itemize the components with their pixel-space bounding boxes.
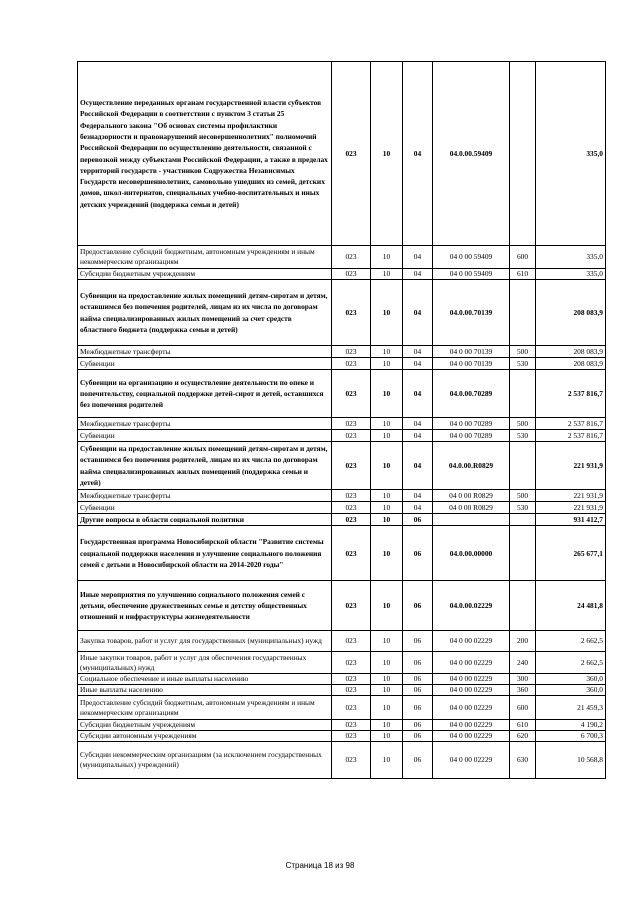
cell-expense-type: 610 xyxy=(510,720,536,731)
cell-subsection: 04 xyxy=(403,280,433,346)
cell-amount: 265 677,1 xyxy=(536,526,606,581)
cell-grbs: 023 xyxy=(332,490,371,502)
cell-grbs: 023 xyxy=(332,269,371,280)
cell-description: Предоставление субсидий бюджетным, автономным учреждениям и иным некоммерческим организациям xyxy=(78,696,332,720)
cell-grbs: 023 xyxy=(332,370,371,418)
cell-amount: 24 481,8 xyxy=(536,581,606,631)
cell-section: 10 xyxy=(371,502,403,514)
cell-section: 10 xyxy=(371,370,403,418)
cell-target-article: 04 0 00 70289 xyxy=(433,418,510,430)
cell-expense-type: 300 xyxy=(510,674,536,685)
cell-amount: 208 083,9 xyxy=(536,346,606,358)
cell-target-article: 04.0.00.70139 xyxy=(433,280,510,346)
cell-grbs: 023 xyxy=(332,418,371,430)
cell-expense-type: 530 xyxy=(510,430,536,442)
cell-amount: 2 537 816,7 xyxy=(536,430,606,442)
cell-section: 10 xyxy=(371,62,403,246)
budget-table xyxy=(77,61,606,779)
cell-section: 10 xyxy=(371,246,403,269)
cell-target-article: 04 0 00 70139 xyxy=(433,346,510,358)
table-row xyxy=(78,526,606,581)
cell-expense-type xyxy=(510,62,536,246)
cell-subsection: 06 xyxy=(403,696,433,720)
cell-description: Субсидии автономным учреждениям xyxy=(78,731,332,742)
cell-description: Другие вопросы в области социальной политики xyxy=(78,514,332,526)
table-row xyxy=(78,514,606,526)
cell-subsection: 06 xyxy=(403,514,433,526)
cell-grbs: 023 xyxy=(332,502,371,514)
cell-description: Социальное обеспечение и иные выплаты населению xyxy=(78,674,332,685)
table-row xyxy=(78,346,606,358)
cell-amount: 221 931,9 xyxy=(536,502,606,514)
table-row xyxy=(78,685,606,696)
cell-expense-type: 600 xyxy=(510,246,536,269)
cell-description: Субсидии бюджетным учреждениям xyxy=(78,720,332,731)
cell-amount: 335,0 xyxy=(536,269,606,280)
cell-target-article: 04 0 00 R0829 xyxy=(433,502,510,514)
cell-expense-type: 240 xyxy=(510,652,536,674)
cell-section: 10 xyxy=(371,490,403,502)
cell-expense-type xyxy=(510,514,536,526)
table-row xyxy=(78,370,606,418)
cell-section: 10 xyxy=(371,674,403,685)
cell-target-article: 04.0.00.R0829 xyxy=(433,442,510,490)
cell-expense-type xyxy=(510,370,536,418)
cell-subsection: 06 xyxy=(403,581,433,631)
cell-description: Субвенции xyxy=(78,430,332,442)
cell-grbs: 023 xyxy=(332,62,371,246)
cell-description: Государственная программа Новосибирской области "Развитие системы социальной поддержки населения и улучшение социального положения семей с детьми в Новосибирской области на 2014-2020 годы" xyxy=(78,526,332,581)
cell-target-article: 04 0 00 59409 xyxy=(433,269,510,280)
cell-grbs: 023 xyxy=(332,631,371,652)
table-row xyxy=(78,731,606,742)
cell-section: 10 xyxy=(371,581,403,631)
table-row xyxy=(78,246,606,269)
cell-target-article: 04 0 00 02229 xyxy=(433,674,510,685)
table-row xyxy=(78,652,606,674)
cell-amount: 2 537 816,7 xyxy=(536,370,606,418)
cell-section: 10 xyxy=(371,346,403,358)
cell-expense-type xyxy=(510,280,536,346)
cell-target-article: 04.0.00.70289 xyxy=(433,370,510,418)
cell-amount: 360,0 xyxy=(536,674,606,685)
cell-description: Субсидии бюджетным учреждениям xyxy=(78,269,332,280)
cell-amount: 221 931,9 xyxy=(536,442,606,490)
cell-section: 10 xyxy=(371,269,403,280)
cell-subsection: 06 xyxy=(403,720,433,731)
cell-subsection: 04 xyxy=(403,418,433,430)
cell-expense-type: 530 xyxy=(510,358,536,370)
cell-subsection: 06 xyxy=(403,674,433,685)
cell-target-article: 04 0 00 02229 xyxy=(433,652,510,674)
cell-expense-type: 620 xyxy=(510,731,536,742)
cell-grbs: 023 xyxy=(332,581,371,631)
cell-section: 10 xyxy=(371,526,403,581)
cell-expense-type: 500 xyxy=(510,346,536,358)
table-row xyxy=(78,280,606,346)
page-footer: Страница 18 из 98 xyxy=(285,861,355,870)
cell-subsection: 06 xyxy=(403,685,433,696)
cell-description: Осуществление переданных органам государственной власти субъектов Российской Федерации в соответствии с пунктом 3 статьи 25 Федерального закона "Об основах системы профилактики безнадзорности и правонарушений несовершеннолетних" полномочий Российской Федерации по осуществлению деятельности, связанной с перевозкой между субъектами Российской Федерации, а также в пределах территорий государств - участников Содружества Независимых Государств несовершеннолетних, самовольно ушедших из семей, детских домов, школ-интернатов, специальных учебно-воспитательных и иных детских учреждений (поддержка семьи и детей) xyxy=(78,62,332,246)
cell-target-article xyxy=(433,514,510,526)
cell-amount: 2 662,5 xyxy=(536,631,606,652)
cell-section: 10 xyxy=(371,280,403,346)
cell-amount: 335,0 xyxy=(536,246,606,269)
cell-description: Межбюджетные трансферты xyxy=(78,490,332,502)
cell-grbs: 023 xyxy=(332,514,371,526)
cell-subsection: 04 xyxy=(403,358,433,370)
table-row xyxy=(78,490,606,502)
cell-grbs: 023 xyxy=(332,442,371,490)
cell-subsection: 04 xyxy=(403,370,433,418)
cell-target-article: 04.0.00.59409 xyxy=(433,62,510,246)
cell-amount: 10 568,8 xyxy=(536,742,606,779)
cell-description: Субвенции на организацию и осуществление деятельности по опеке и попечительству, социальной поддержке детей-сирот и детей, оставшихся без попечения родителей xyxy=(78,370,332,418)
cell-subsection: 04 xyxy=(403,430,433,442)
cell-target-article: 04 0 00 02229 xyxy=(433,631,510,652)
cell-subsection: 04 xyxy=(403,442,433,490)
cell-expense-type: 630 xyxy=(510,742,536,779)
cell-grbs: 023 xyxy=(332,731,371,742)
cell-subsection: 06 xyxy=(403,742,433,779)
cell-section: 10 xyxy=(371,696,403,720)
cell-expense-type: 530 xyxy=(510,502,536,514)
table-row xyxy=(78,631,606,652)
cell-amount: 931 412,7 xyxy=(536,514,606,526)
cell-target-article: 04 0 00 R0829 xyxy=(433,490,510,502)
cell-expense-type xyxy=(510,526,536,581)
cell-section: 10 xyxy=(371,731,403,742)
table-row xyxy=(78,358,606,370)
table-row xyxy=(78,581,606,631)
cell-description: Предоставление субсидий бюджетным, автономным учреждениям и иным некоммерческим организациям xyxy=(78,246,332,269)
cell-target-article: 04 0 00 02229 xyxy=(433,731,510,742)
cell-description: Субвенции xyxy=(78,502,332,514)
table-row xyxy=(78,418,606,430)
cell-grbs: 023 xyxy=(332,358,371,370)
cell-subsection: 06 xyxy=(403,652,433,674)
cell-target-article: 04 0 00 02229 xyxy=(433,685,510,696)
cell-target-article: 04 0 00 70289 xyxy=(433,430,510,442)
cell-grbs: 023 xyxy=(332,430,371,442)
cell-target-article: 04 0 00 59409 xyxy=(433,246,510,269)
cell-amount: 2 662,5 xyxy=(536,652,606,674)
cell-section: 10 xyxy=(371,514,403,526)
cell-grbs: 023 xyxy=(332,674,371,685)
cell-grbs: 023 xyxy=(332,346,371,358)
cell-section: 10 xyxy=(371,358,403,370)
cell-description: Иные закупки товаров, работ и услуг для обеспечения государственных (муниципальных) нужд xyxy=(78,652,332,674)
cell-grbs: 023 xyxy=(332,280,371,346)
cell-description: Межбюджетные трансферты xyxy=(78,418,332,430)
table-row xyxy=(78,269,606,280)
cell-target-article: 04 0 00 02229 xyxy=(433,742,510,779)
cell-amount: 360,0 xyxy=(536,685,606,696)
cell-expense-type: 500 xyxy=(510,490,536,502)
cell-target-article: 04 0 00 02229 xyxy=(433,696,510,720)
cell-description: Субвенции на предоставление жилых помещений детям-сиротам и детям, оставшимся без попечения родителей, лицам из их числа по договорам найма специализированных жилых помещений за счет средств областного бюджета (поддержка семьи и детей) xyxy=(78,280,332,346)
table-row xyxy=(78,674,606,685)
cell-description: Субсидии некоммерческим организациям (за исключением государственных (муниципальных) учреждений) xyxy=(78,742,332,779)
cell-subsection: 04 xyxy=(403,346,433,358)
table-row xyxy=(78,502,606,514)
cell-grbs: 023 xyxy=(332,720,371,731)
table-row xyxy=(78,696,606,720)
cell-grbs: 023 xyxy=(332,526,371,581)
table-row xyxy=(78,430,606,442)
cell-section: 10 xyxy=(371,631,403,652)
cell-amount: 208 083,9 xyxy=(536,280,606,346)
cell-target-article: 04.0.00.00000 xyxy=(433,526,510,581)
cell-description: Иные выплаты населению xyxy=(78,685,332,696)
cell-amount: 208 083,9 xyxy=(536,358,606,370)
cell-description: Субвенции на предоставление жилых помещений детям-сиротам и детям, оставшимся без попечения родителей, лицам из их числа по договорам найма специализированных жилых помещений (поддержка семьи и детей) xyxy=(78,442,332,490)
cell-expense-type: 500 xyxy=(510,418,536,430)
cell-section: 10 xyxy=(371,720,403,731)
cell-grbs: 023 xyxy=(332,652,371,674)
cell-grbs: 023 xyxy=(332,246,371,269)
cell-section: 10 xyxy=(371,442,403,490)
cell-subsection: 04 xyxy=(403,62,433,246)
cell-grbs: 023 xyxy=(332,696,371,720)
cell-amount: 6 700,3 xyxy=(536,731,606,742)
table-row xyxy=(78,720,606,731)
cell-subsection: 04 xyxy=(403,490,433,502)
cell-section: 10 xyxy=(371,430,403,442)
cell-grbs: 023 xyxy=(332,742,371,779)
table-row xyxy=(78,62,606,246)
cell-expense-type: 360 xyxy=(510,685,536,696)
cell-description: Иные мероприятия по улучшению социального положения семей с детьми, обеспечение дружественных семье и детству общественных отношений и инфраструктуры жизнедеятельности xyxy=(78,581,332,631)
cell-expense-type: 600 xyxy=(510,696,536,720)
cell-subsection: 04 xyxy=(403,502,433,514)
cell-amount: 221 931,9 xyxy=(536,490,606,502)
cell-amount: 21 459,3 xyxy=(536,696,606,720)
cell-subsection: 06 xyxy=(403,631,433,652)
cell-target-article: 04.0.00.02229 xyxy=(433,581,510,631)
cell-grbs: 023 xyxy=(332,685,371,696)
cell-amount: 335,0 xyxy=(536,62,606,246)
table-row xyxy=(78,442,606,490)
cell-description: Межбюджетные трансферты xyxy=(78,346,332,358)
cell-subsection: 06 xyxy=(403,526,433,581)
cell-expense-type xyxy=(510,442,536,490)
cell-section: 10 xyxy=(371,418,403,430)
cell-subsection: 04 xyxy=(403,269,433,280)
budget-table-body xyxy=(78,62,606,779)
cell-amount: 2 537 816,7 xyxy=(536,418,606,430)
cell-section: 10 xyxy=(371,652,403,674)
cell-expense-type: 200 xyxy=(510,631,536,652)
cell-description: Закупка товаров, работ и услуг для государственных (муниципальных) нужд xyxy=(78,631,332,652)
cell-section: 10 xyxy=(371,685,403,696)
table-row xyxy=(78,742,606,779)
cell-target-article: 04 0 00 02229 xyxy=(433,720,510,731)
cell-subsection: 06 xyxy=(403,731,433,742)
cell-target-article: 04 0 00 70139 xyxy=(433,358,510,370)
cell-subsection: 04 xyxy=(403,246,433,269)
cell-description: Субвенции xyxy=(78,358,332,370)
cell-amount: 4 190,2 xyxy=(536,720,606,731)
cell-expense-type xyxy=(510,581,536,631)
cell-expense-type: 610 xyxy=(510,269,536,280)
cell-section: 10 xyxy=(371,742,403,779)
